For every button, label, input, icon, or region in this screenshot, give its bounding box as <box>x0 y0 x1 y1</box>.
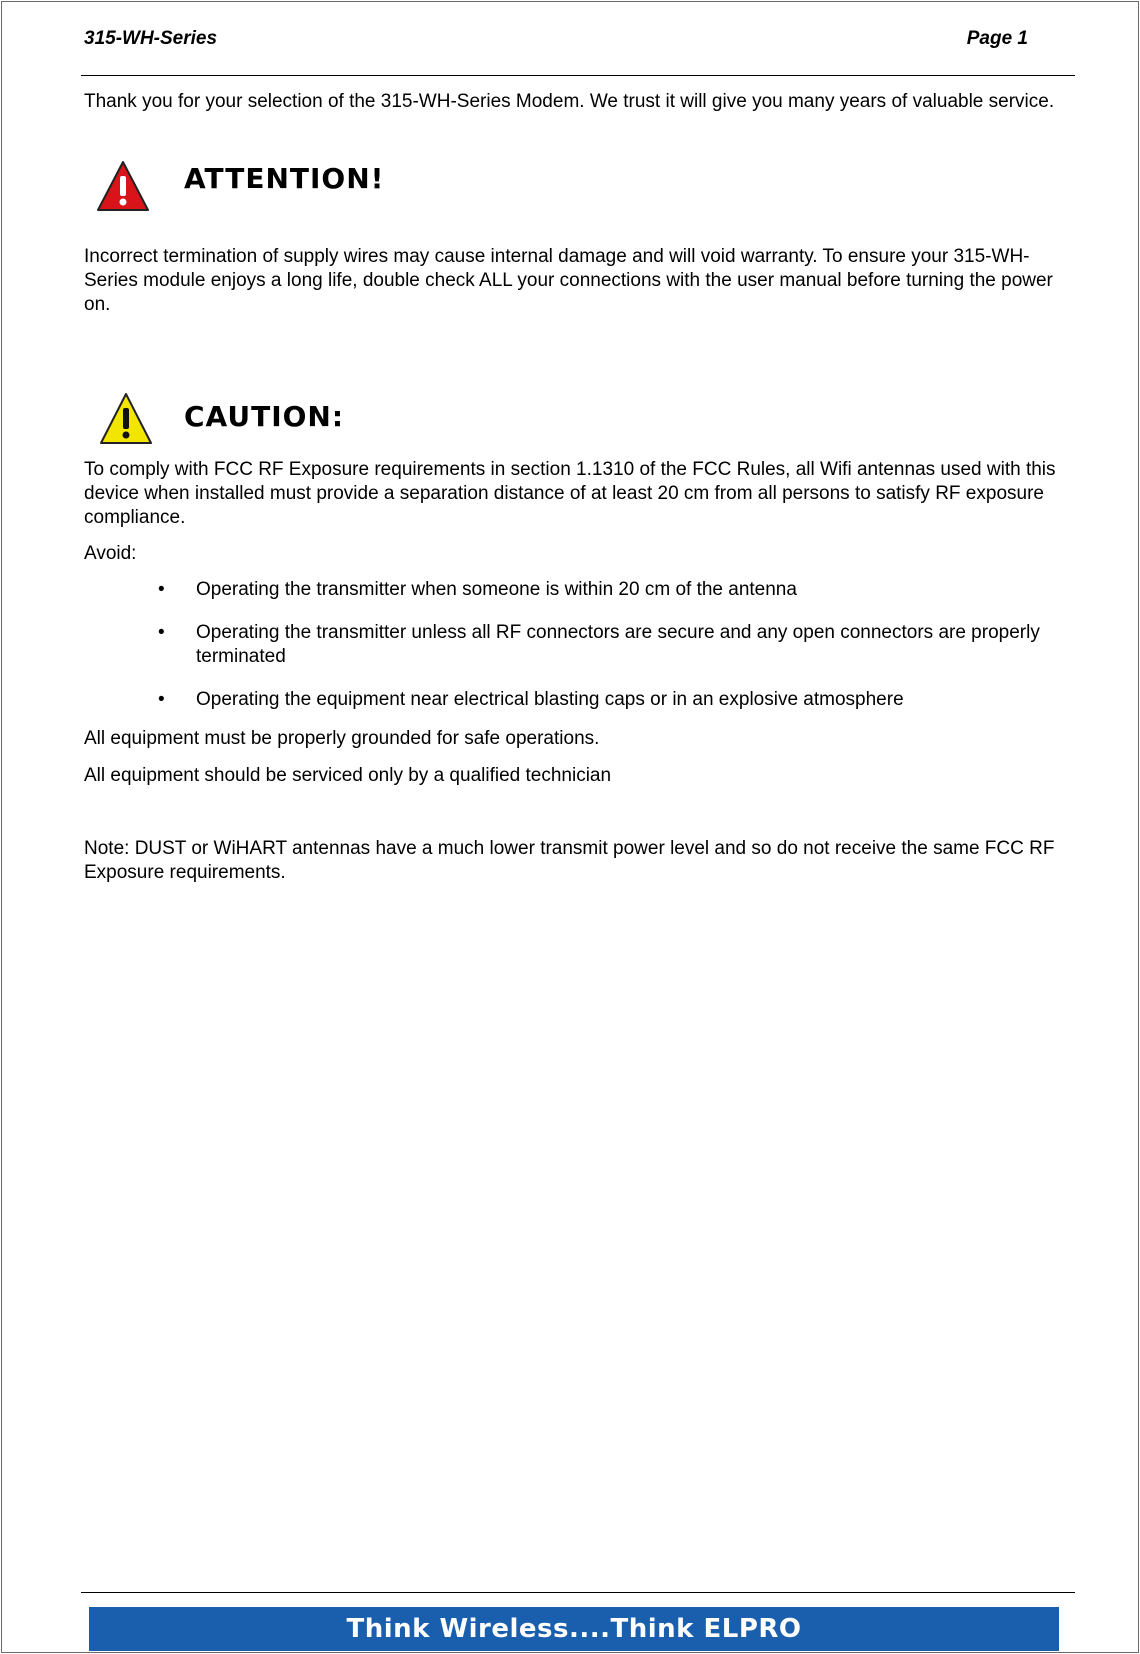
list-item <box>84 688 1074 712</box>
list-item-text: Operating the transmitter when someone is within 20 cm of the antenna <box>196 579 797 600</box>
list-item-text: Operating the transmitter unless all RF connectors are secure and any open connectors are properly terminated <box>196 622 1040 667</box>
intro-paragraph: Thank you for your selection of the 315-WH-Series Modem. We trust it will give you many years of valuable service. <box>84 91 1055 112</box>
caution-heading: CAUTION: <box>184 400 345 433</box>
service-paragraph: All equipment should be serviced only by a qualified technician <box>84 765 612 786</box>
page-header <box>84 28 1028 52</box>
document-page <box>1 1 1139 1653</box>
bullet: • <box>158 689 165 710</box>
avoid-list <box>84 578 1074 731</box>
header-page-number: Page 1 <box>966 28 1028 49</box>
attention-paragraph: Incorrect termination of supply wires may cause internal damage and will void warranty. To ensure your 315-WH-Series module enjoys a long life, double check ALL your connections with the user manual before turning the power on. <box>84 246 1053 315</box>
caution-paragraph: To comply with FCC RF Exposure requirements in section 1.1310 of the FCC Rules, all Wifi antennas used with this device when installed must provide a separation distance of at least 20 cm from all persons to satisfy RF exposure compliance. <box>84 459 1056 528</box>
footer-banner-text: Think Wireless....Think ELPRO <box>346 1614 802 1644</box>
note-paragraph: Note: DUST or WiHART antennas have a much lower transmit power level and so do not receive the same FCC RF Exposure requirements. <box>84 838 1055 883</box>
danger-warning-icon <box>96 160 150 212</box>
list-item <box>84 621 1074 669</box>
header-series: 315-WH-Series <box>84 28 218 49</box>
caution-warning-icon <box>99 392 153 445</box>
footer-banner <box>89 1607 1059 1651</box>
bullet: • <box>158 622 165 643</box>
list-item <box>84 578 1074 602</box>
footer-rule <box>81 1592 1075 1593</box>
attention-heading: ATTENTION! <box>184 162 385 195</box>
grounding-paragraph: All equipment must be properly grounded for safe operations. <box>84 728 600 749</box>
header-rule <box>81 75 1075 76</box>
avoid-label: Avoid: <box>84 543 137 564</box>
list-item-text: Operating the equipment near electrical blasting caps or in an explosive atmosphere <box>196 689 904 710</box>
bullet: • <box>158 579 165 600</box>
